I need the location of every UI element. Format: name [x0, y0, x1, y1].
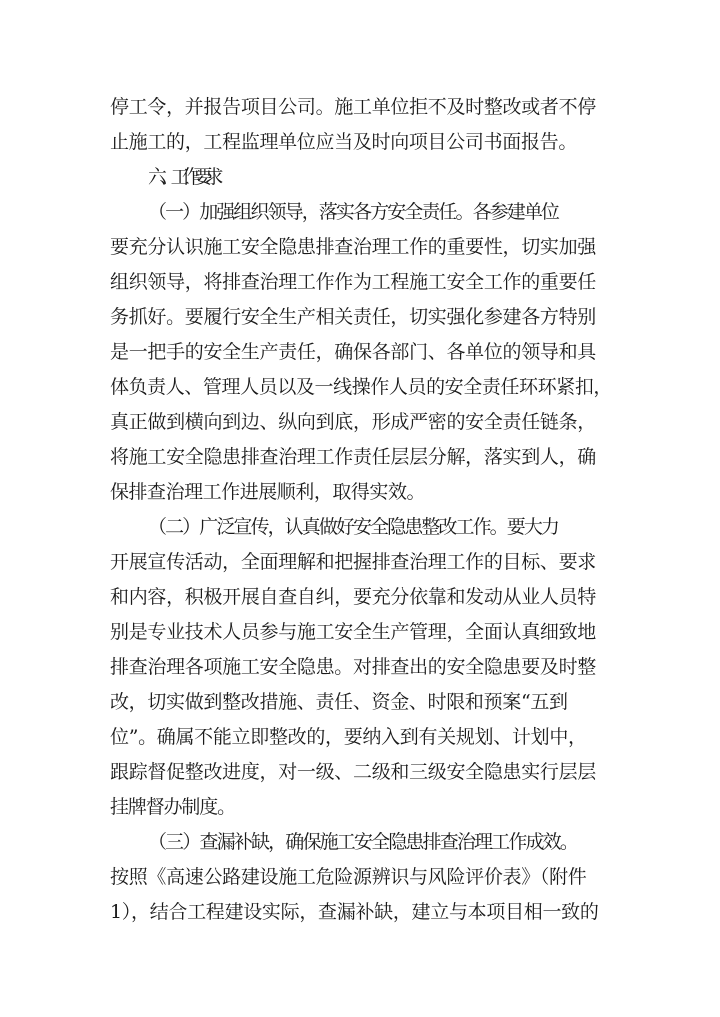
text-line: 停工令，并报告项目公司。施工单位拒不及时整改或者不停	[110, 96, 597, 118]
text-line: 组织领导，将排查治理工作作为工程施工安全工作的重要任	[110, 271, 597, 293]
text-line: 跟踪督促整改进度，对一级、二级和三级安全隐患实行层层	[110, 761, 597, 783]
text-line: 1），结合工程建设实际，查漏补缺，建立与本项目相一致的	[110, 901, 599, 923]
text-line: 务抓好。要履行安全生产相关责任，切实强化参建各方特别	[110, 306, 597, 328]
text-line: 挂牌督办制度。	[110, 796, 236, 818]
text-line: 和内容，积极开展自查自纠，要充分依靠和发动从业人员特	[110, 586, 597, 608]
text-line: 将施工安全隐患排查治理工作责任层层分解，落实到人，确	[110, 446, 597, 468]
text-line: 位”。确属不能立即整改的，要纳入到有关规划、计划中，	[110, 726, 587, 748]
text-line: 保排查治理工作进展顺利，取得实效。	[110, 481, 426, 503]
text-line: 是一把手的安全生产责任，确保各部门、各单位的领导和具	[110, 341, 597, 363]
text-line: 别是专业技术人员参与施工安全生产管理，全面认真细致地	[110, 621, 597, 643]
text-line: 止施工的，工程监理单位应当及时向项目公司书面报告。	[110, 131, 578, 153]
text-line: 按照《高速公路建设施工危险源辨识与风险评价表》（附件	[110, 866, 587, 888]
paragraph-heading-line: （二）广泛宣传，认真做好安全隐患整改工作。要大力	[148, 516, 559, 538]
paragraph-heading-line: （一）加强组织领导，落实各方安全责任。各参建单位	[148, 201, 559, 223]
text-line: 体负责人、管理人员以及一线操作人员的安全责任环环紧扣，	[110, 376, 613, 398]
text-line: 改，切实做到整改措施、责任、资金、时限和预案“五到	[110, 691, 568, 713]
text-line: 真正做到横向到边、纵向到底，形成严密的安全责任链条，	[110, 411, 597, 433]
text-line: 排查治理各项施工安全隐患。对排查出的安全隐患要及时整	[110, 656, 597, 678]
text-line: 开展宣传活动，全面理解和把握排查治理工作的目标、要求	[110, 551, 597, 573]
section-heading: 六、工作要求	[148, 166, 217, 188]
text-line: 要充分认识施工安全隐患排查治理工作的重要性，切实加强	[110, 236, 597, 258]
paragraph-heading-line: （三）查漏补缺，确保施工安全隐患排查治理工作成效。	[148, 831, 578, 853]
